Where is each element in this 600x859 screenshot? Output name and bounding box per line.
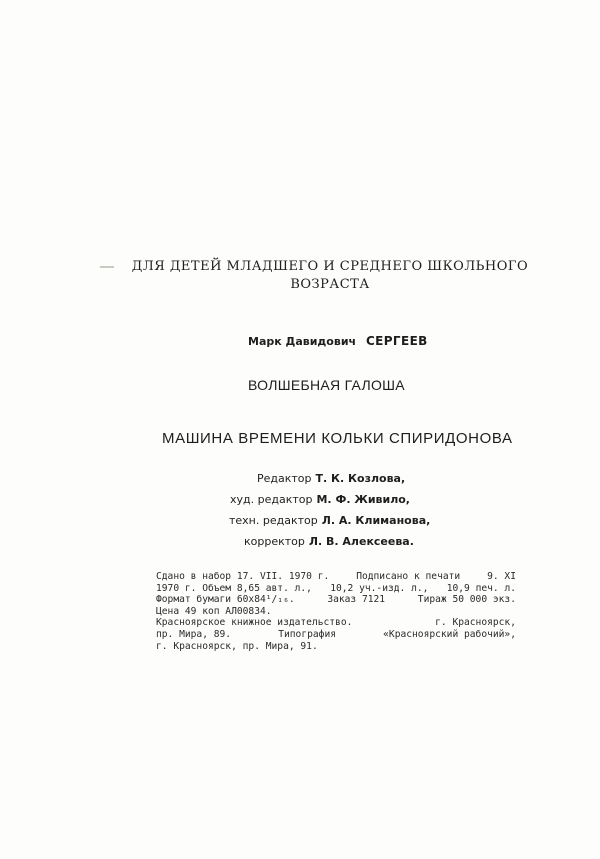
credit-role: корректор xyxy=(244,535,305,548)
imprint-text: 10,9 печ. л. xyxy=(446,582,516,594)
audience-note xyxy=(100,258,560,294)
credit-name: М. Ф. Живило, xyxy=(316,493,410,506)
credit-role: Редактор xyxy=(257,472,312,485)
credit-row-art-editor xyxy=(230,489,530,510)
credit-name: Л. В. Алексеева. xyxy=(308,535,414,548)
imprint-line xyxy=(156,617,516,629)
book-title: ВОЛШЕБНАЯ ГАЛОША xyxy=(248,377,405,393)
audience-line-1: ДЛЯ ДЕТЕЙ МЛАДШЕГО И СРЕДНЕГО ШКОЛЬНОГО xyxy=(131,259,529,274)
imprint-text: Тираж 50 000 экз. xyxy=(417,594,516,606)
book-subtitle: МАШИНА ВРЕМЕНИ КОЛЬКИ СПИРИДОНОВА xyxy=(162,430,513,447)
imprint-text: Сдано в набор 17. VII. 1970 г. xyxy=(156,571,330,582)
imprint-block xyxy=(156,571,516,652)
credit-row-editor xyxy=(257,468,557,489)
imprint-text: Типография xyxy=(278,628,336,640)
credit-row-proofreader xyxy=(244,531,544,552)
author-name xyxy=(248,334,548,348)
imprint-text: 9. XI xyxy=(487,571,516,582)
imprint-line xyxy=(156,583,516,595)
credits-list xyxy=(200,468,500,552)
imprint-line xyxy=(156,594,516,606)
credit-role: худ. редактор xyxy=(230,493,313,506)
imprint-text: Красноярское книжное издательство. xyxy=(156,617,353,629)
author-given-names: Марк Давидович xyxy=(248,335,357,348)
credit-role: техн. редактор xyxy=(229,514,318,527)
imprint-line xyxy=(156,641,516,653)
imprint-text: г. Красноярск, xyxy=(435,617,516,629)
imprint-text: 10,2 уч.-изд. л., xyxy=(330,582,429,594)
imprint-text: «Красноярский рабочий», xyxy=(383,628,516,640)
imprint-text: пр. Мира, 89. xyxy=(156,628,232,640)
imprint-text: Формат бумаги 60х84¹/₁₆. xyxy=(156,594,295,606)
imprint-text: Заказ 7121 xyxy=(327,594,386,606)
imprint-text: Цена 49 коп АЛ00834. xyxy=(156,605,272,617)
imprint-text: Подписано к печати xyxy=(356,571,461,582)
imprint-text: 1970 г. Объем 8,65 авт. л., xyxy=(156,582,312,594)
author-surname: СЕРГЕЕВ xyxy=(365,334,428,348)
imprint-line xyxy=(156,571,516,583)
credit-name: Т. К. Козлова, xyxy=(315,472,406,485)
audience-line-2: ВОЗРАСТА xyxy=(290,277,370,292)
imprint-line xyxy=(156,606,516,618)
credit-row-tech-editor xyxy=(229,510,529,531)
imprint-text: г. Красноярск, пр. Мира, 91. xyxy=(156,640,318,652)
imprint-line xyxy=(156,629,516,641)
credit-name: Л. А. Климанова, xyxy=(321,514,431,527)
